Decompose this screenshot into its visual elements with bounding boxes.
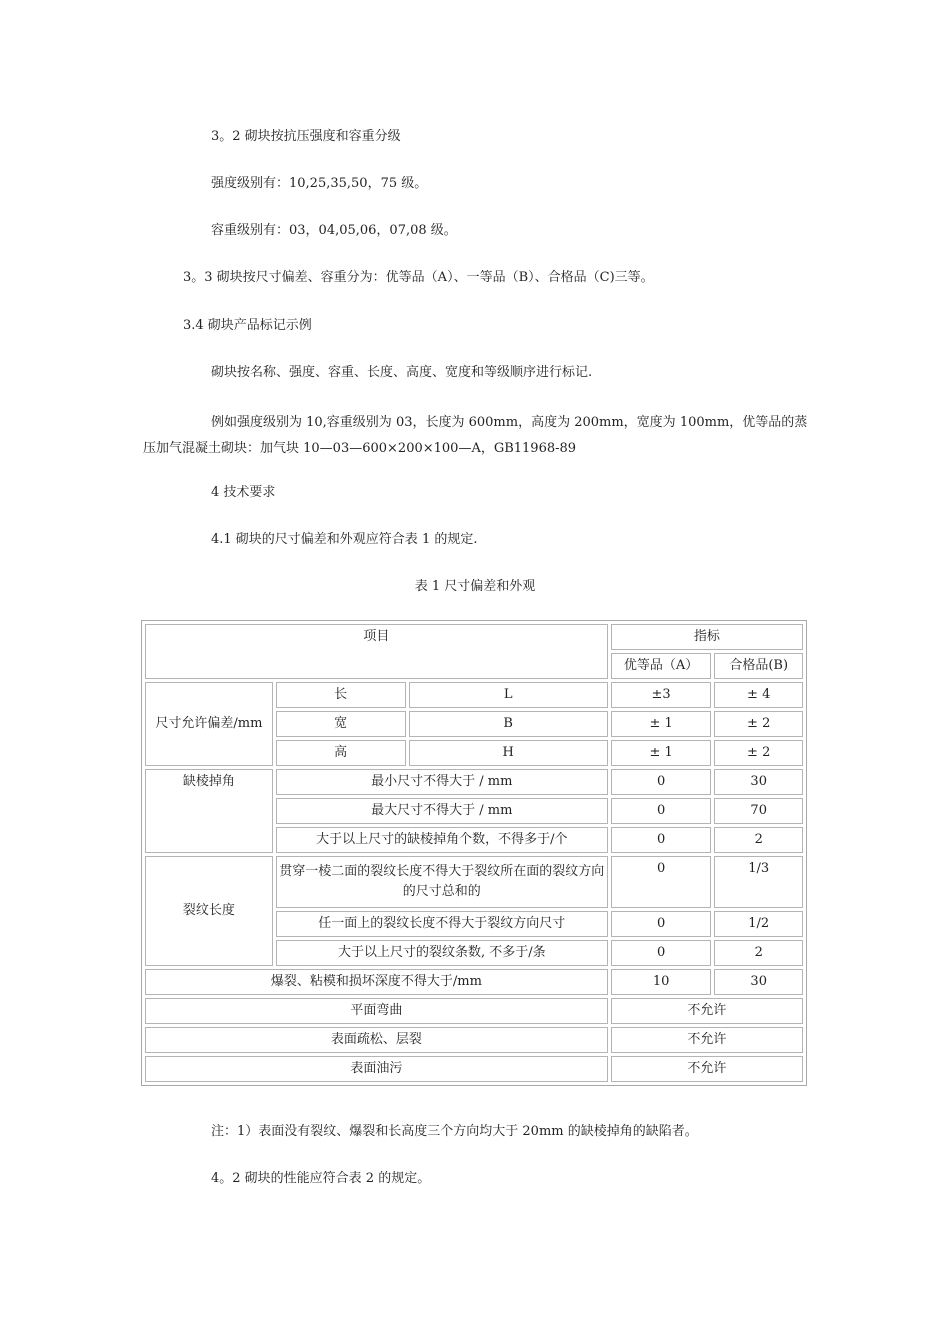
crack-desc: 贯穿一棱二面的裂纹长度不得大于裂纹所在面的裂纹方向的尺寸总和的 bbox=[276, 856, 608, 908]
corner-desc: 大于以上尺寸的缺棱掉角个数，不得多于/个 bbox=[276, 827, 608, 853]
grade-b-value: ± 2 bbox=[714, 711, 803, 737]
grade-a-value: 0 bbox=[611, 798, 712, 824]
table-row bbox=[145, 624, 803, 650]
table-size-deviation bbox=[141, 620, 807, 1086]
defect-desc: 表面疏松、层裂 bbox=[145, 1027, 608, 1053]
grade-b-value: 2 bbox=[714, 827, 803, 853]
strength-grades: 强度级别有：10,25,35,50，75 级。 bbox=[211, 176, 428, 191]
size-name: 长 bbox=[276, 682, 406, 708]
corner-desc: 最小尺寸不得大于 / mm bbox=[276, 769, 608, 795]
crack-desc: 大于以上尺寸的裂纹条数, 不多于/条 bbox=[276, 940, 608, 966]
defect-value: 不允许 bbox=[611, 1056, 803, 1082]
size-name: 高 bbox=[276, 740, 406, 766]
grade-b-value: ± 2 bbox=[714, 740, 803, 766]
size-symbol: B bbox=[409, 711, 608, 737]
grade-a-value: 10 bbox=[611, 969, 712, 995]
size-group-label: 尺寸允许偏差/mm bbox=[145, 682, 273, 766]
table-row bbox=[145, 1056, 803, 1082]
size-symbol: H bbox=[409, 740, 608, 766]
defect-desc: 平面弯曲 bbox=[145, 998, 608, 1024]
grade-a-value: 0 bbox=[611, 911, 712, 937]
corner-group-label: 缺棱掉角 bbox=[145, 769, 273, 853]
header-item: 项目 bbox=[145, 624, 608, 679]
table-row bbox=[145, 969, 803, 995]
paragraph-4-2: 4。2 砌块的性能应符合表 2 的规定。 bbox=[211, 1171, 431, 1186]
size-symbol: L bbox=[409, 682, 608, 708]
crack-desc: 任一面上的裂纹长度不得大于裂纹方向尺寸 bbox=[276, 911, 608, 937]
grade-a-value: ± 1 bbox=[611, 711, 712, 737]
table-row bbox=[145, 856, 803, 908]
grade-b-value: ± 4 bbox=[714, 682, 803, 708]
grade-b-value: 30 bbox=[714, 969, 803, 995]
table-row bbox=[145, 998, 803, 1024]
corner-desc: 最大尺寸不得大于 / mm bbox=[276, 798, 608, 824]
crack-group-label: 裂纹长度 bbox=[145, 856, 273, 966]
grade-a-value: 0 bbox=[611, 827, 712, 853]
defect-desc: 表面油污 bbox=[145, 1056, 608, 1082]
grade-a-value: ±3 bbox=[611, 682, 712, 708]
grade-b-value: 1/3 bbox=[714, 856, 803, 908]
defect-value: 不允许 bbox=[611, 998, 803, 1024]
mark-rule: 砌块按名称、强度、容重、长度、高度、宽度和等级顺序进行标记. bbox=[211, 365, 593, 380]
table-row bbox=[145, 682, 803, 708]
burst-desc: 爆裂、粘模和损坏深度不得大于/mm bbox=[145, 969, 608, 995]
paragraph-4-1: 4.1 砌块的尺寸偏差和外观应符合表 1 的规定. bbox=[211, 532, 478, 547]
density-grades: 容重级别有：03，04,05,06，07,08 级。 bbox=[211, 223, 457, 238]
grade-a-value: 0 bbox=[611, 940, 712, 966]
table-row bbox=[145, 1027, 803, 1053]
grade-a-value: 0 bbox=[611, 769, 712, 795]
header-grade-b: 合格品(B) bbox=[714, 653, 803, 679]
size-name: 宽 bbox=[276, 711, 406, 737]
table-caption: 表 1 尺寸偏差和外观 bbox=[414, 579, 536, 594]
section-4-heading: 4 技术要求 bbox=[211, 485, 276, 500]
grade-b-value: 70 bbox=[714, 798, 803, 824]
grade-b-value: 1/2 bbox=[714, 911, 803, 937]
header-grade-a: 优等品（A） bbox=[611, 653, 712, 679]
grade-b-value: 2 bbox=[714, 940, 803, 966]
defect-value: 不允许 bbox=[611, 1027, 803, 1053]
table-row bbox=[145, 769, 803, 795]
mark-example: 例如强度级别为 10,容重级别为 03，长度为 600mm，高度为 200mm，宽度为 100mm，优等品的蒸压加气混凝土砌块：加气块 10—03—600×200×100—A，GB11968-89 bbox=[143, 415, 808, 456]
paragraph-3-4: 3.4 砌块产品标记示例 bbox=[183, 318, 312, 333]
grade-a-value: 0 bbox=[611, 856, 712, 908]
paragraph-3-2: 3。2 砌块按抗压强度和容重分级 bbox=[211, 129, 401, 144]
header-index: 指标 bbox=[611, 624, 803, 650]
table-note: 注：1）表面没有裂纹、爆裂和长高度三个方向均大于 20mm 的缺棱掉角的缺陷者。 bbox=[211, 1124, 698, 1139]
paragraph-3-3: 3。3 砌块按尺寸偏差、容重分为：优等品（A）、一等品（B）、合格品（C)三等。 bbox=[183, 270, 654, 285]
grade-a-value: ± 1 bbox=[611, 740, 712, 766]
grade-b-value: 30 bbox=[714, 769, 803, 795]
